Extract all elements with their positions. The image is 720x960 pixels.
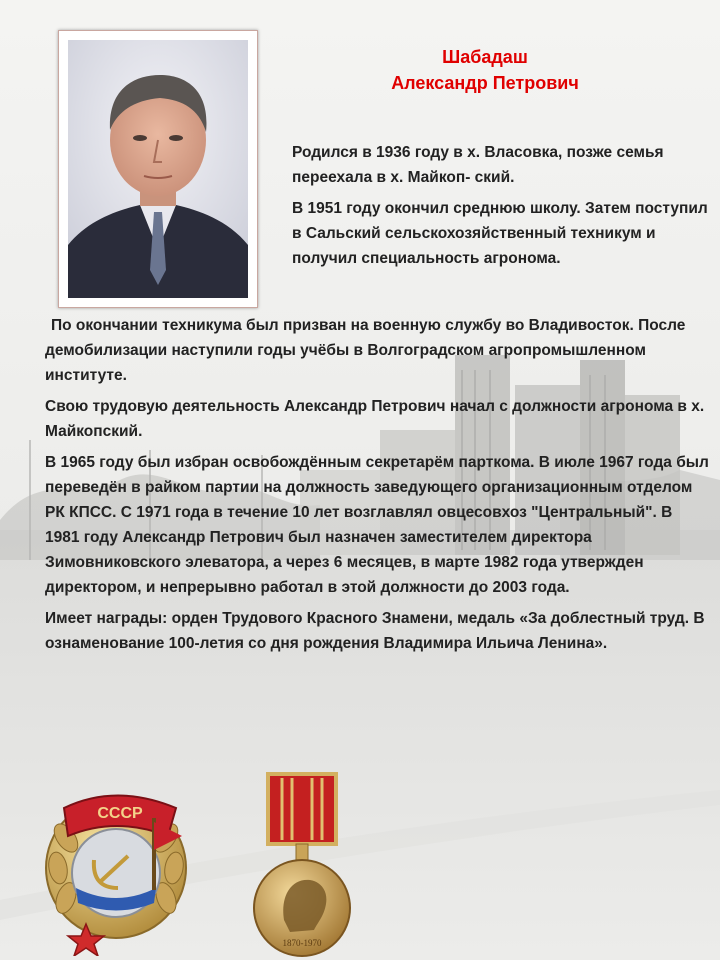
bio-paragraph: В 1965 году был избран освобождённым секретарём парткома. В июле 1967 года был переведён в райком партии на должность заведующего организационным отделом РК КПСС. С 1971 года в течение 10 лет возглавлял овцесовхоз "Центральный". В 1981 году Александр Петрович был назначен заместителем директора Зимовниковского элеватора, а через 6 месяцев, в марте 1982 года утвержден директором, и непрерывно работал в этой должности до 2003 года. (45, 454, 709, 596)
surname: Шабадаш (442, 47, 528, 67)
biography-text (45, 313, 710, 662)
bio-paragraph: По окончании техникума был призван на военную службу во Владивосток. После демобилизации наступили годы учёбы в Волгоградском агропромышленном институте. (45, 317, 686, 384)
lenin-centenary-medal (250, 770, 354, 958)
person-name-title (330, 44, 640, 96)
bio-paragraph: Свою трудовую деятельность Александр Петрович начал с должности агронома в х. Майкопский. (45, 398, 705, 440)
order-banner-text: СССР (97, 805, 143, 822)
full-name: Александр Петрович (391, 73, 579, 93)
intro-text (292, 140, 717, 277)
medal-years: 1870-1970 (282, 938, 322, 948)
order-red-banner-of-labour (36, 778, 196, 956)
portrait-frame (58, 30, 258, 308)
portrait-photo (68, 40, 248, 298)
bio-paragraph: Имеет награды: орден Трудового Красного Знамени, медаль «За доблестный труд. В ознаменование 100-летия со дня рождения Владимира Ильича Ленина». (45, 610, 705, 652)
intro-paragraph: В 1951 году окончил среднюю школу. Затем поступил в Сальский сельскохозяйственный техникум и получил специальность агронома. (292, 200, 708, 267)
intro-paragraph: Родился в 1936 году в х. Власовка, позже семья переехала в х. Майкоп- ский. (292, 144, 664, 186)
